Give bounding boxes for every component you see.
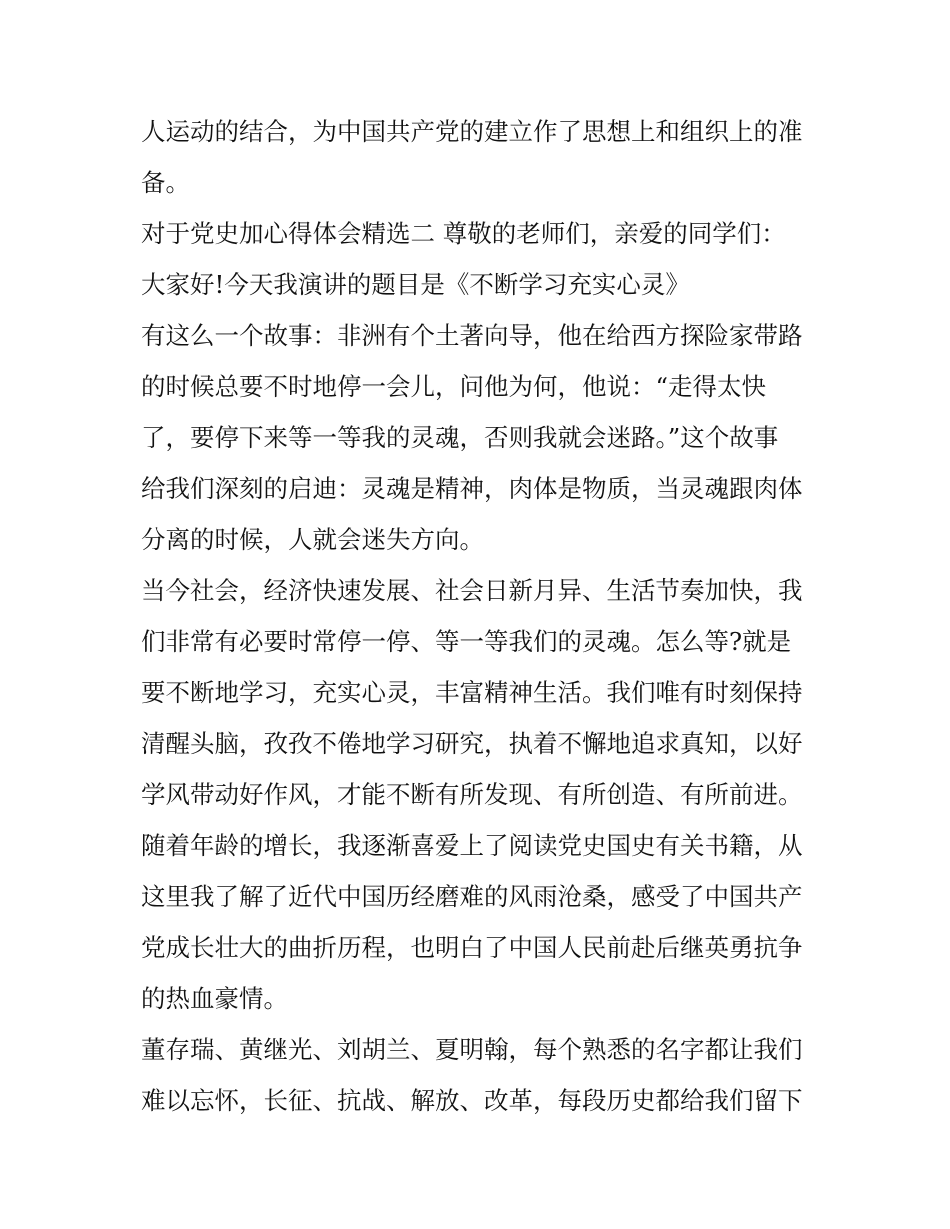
text-line: 备。 <box>141 168 190 197</box>
text-line: 这里我了解了近代中国历经磨难的风雨沧桑，感受了中国共产 <box>141 882 803 911</box>
body-text <box>141 106 821 1126</box>
text-line: 要不断地学习，充实心灵，丰富精神生活。我们唯有时刻保持 <box>141 678 803 707</box>
text-line: 难以忘怀，长征、抗战、解放、改革，每段历史都给我们留下 <box>141 1086 803 1115</box>
text-line: 随着年龄的增长，我逐渐喜爱上了阅读党史国史有关书籍，从 <box>141 831 803 860</box>
text-line: 有这么一个故事：非洲有个土著向导，他在给西方探险家带路 <box>141 321 803 350</box>
text-line: 董存瑞、黄继光、刘胡兰、夏明翰，每个熟悉的名字都让我们 <box>141 1035 803 1064</box>
text-line: 大家好!今天我演讲的题目是《不断学习充实心灵》 <box>141 270 690 299</box>
text-line: 学风带动好作风，才能不断有所发现、有所创造、有所前进。 <box>141 780 803 809</box>
text-line: 分离的时候，人就会迷失方向。 <box>141 525 484 554</box>
text-line: 的热血豪情。 <box>141 984 288 1013</box>
text-line: 了，要停下来等一等我的灵魂，否则我就会迷路。”这个故事 <box>141 423 779 452</box>
text-line: 人运动的结合，为中国共产党的建立作了思想上和组织上的准 <box>141 117 803 146</box>
text-line: 对于党史加心得体会精选二 尊敬的老师们，亲爱的同学们： <box>141 219 786 248</box>
text-line: 党成长壮大的曲折历程，也明白了中国人民前赴后继英勇抗争 <box>141 933 803 962</box>
text-line: 的时候总要不时地停一会儿，问他为何，他说：“走得太快 <box>141 372 767 401</box>
text-line: 给我们深刻的启迪：灵魂是精神，肉体是物质，当灵魂跟肉体 <box>141 474 803 503</box>
text-line: 们非常有必要时常停一停、等一等我们的灵魂。怎么等?就是 <box>141 627 792 656</box>
text-line: 当今社会，经济快速发展、社会日新月异、生活节奏加快，我 <box>141 576 803 605</box>
text-line: 清醒头脑，孜孜不倦地学习研究，执着不懈地追求真知，以好 <box>141 729 803 758</box>
